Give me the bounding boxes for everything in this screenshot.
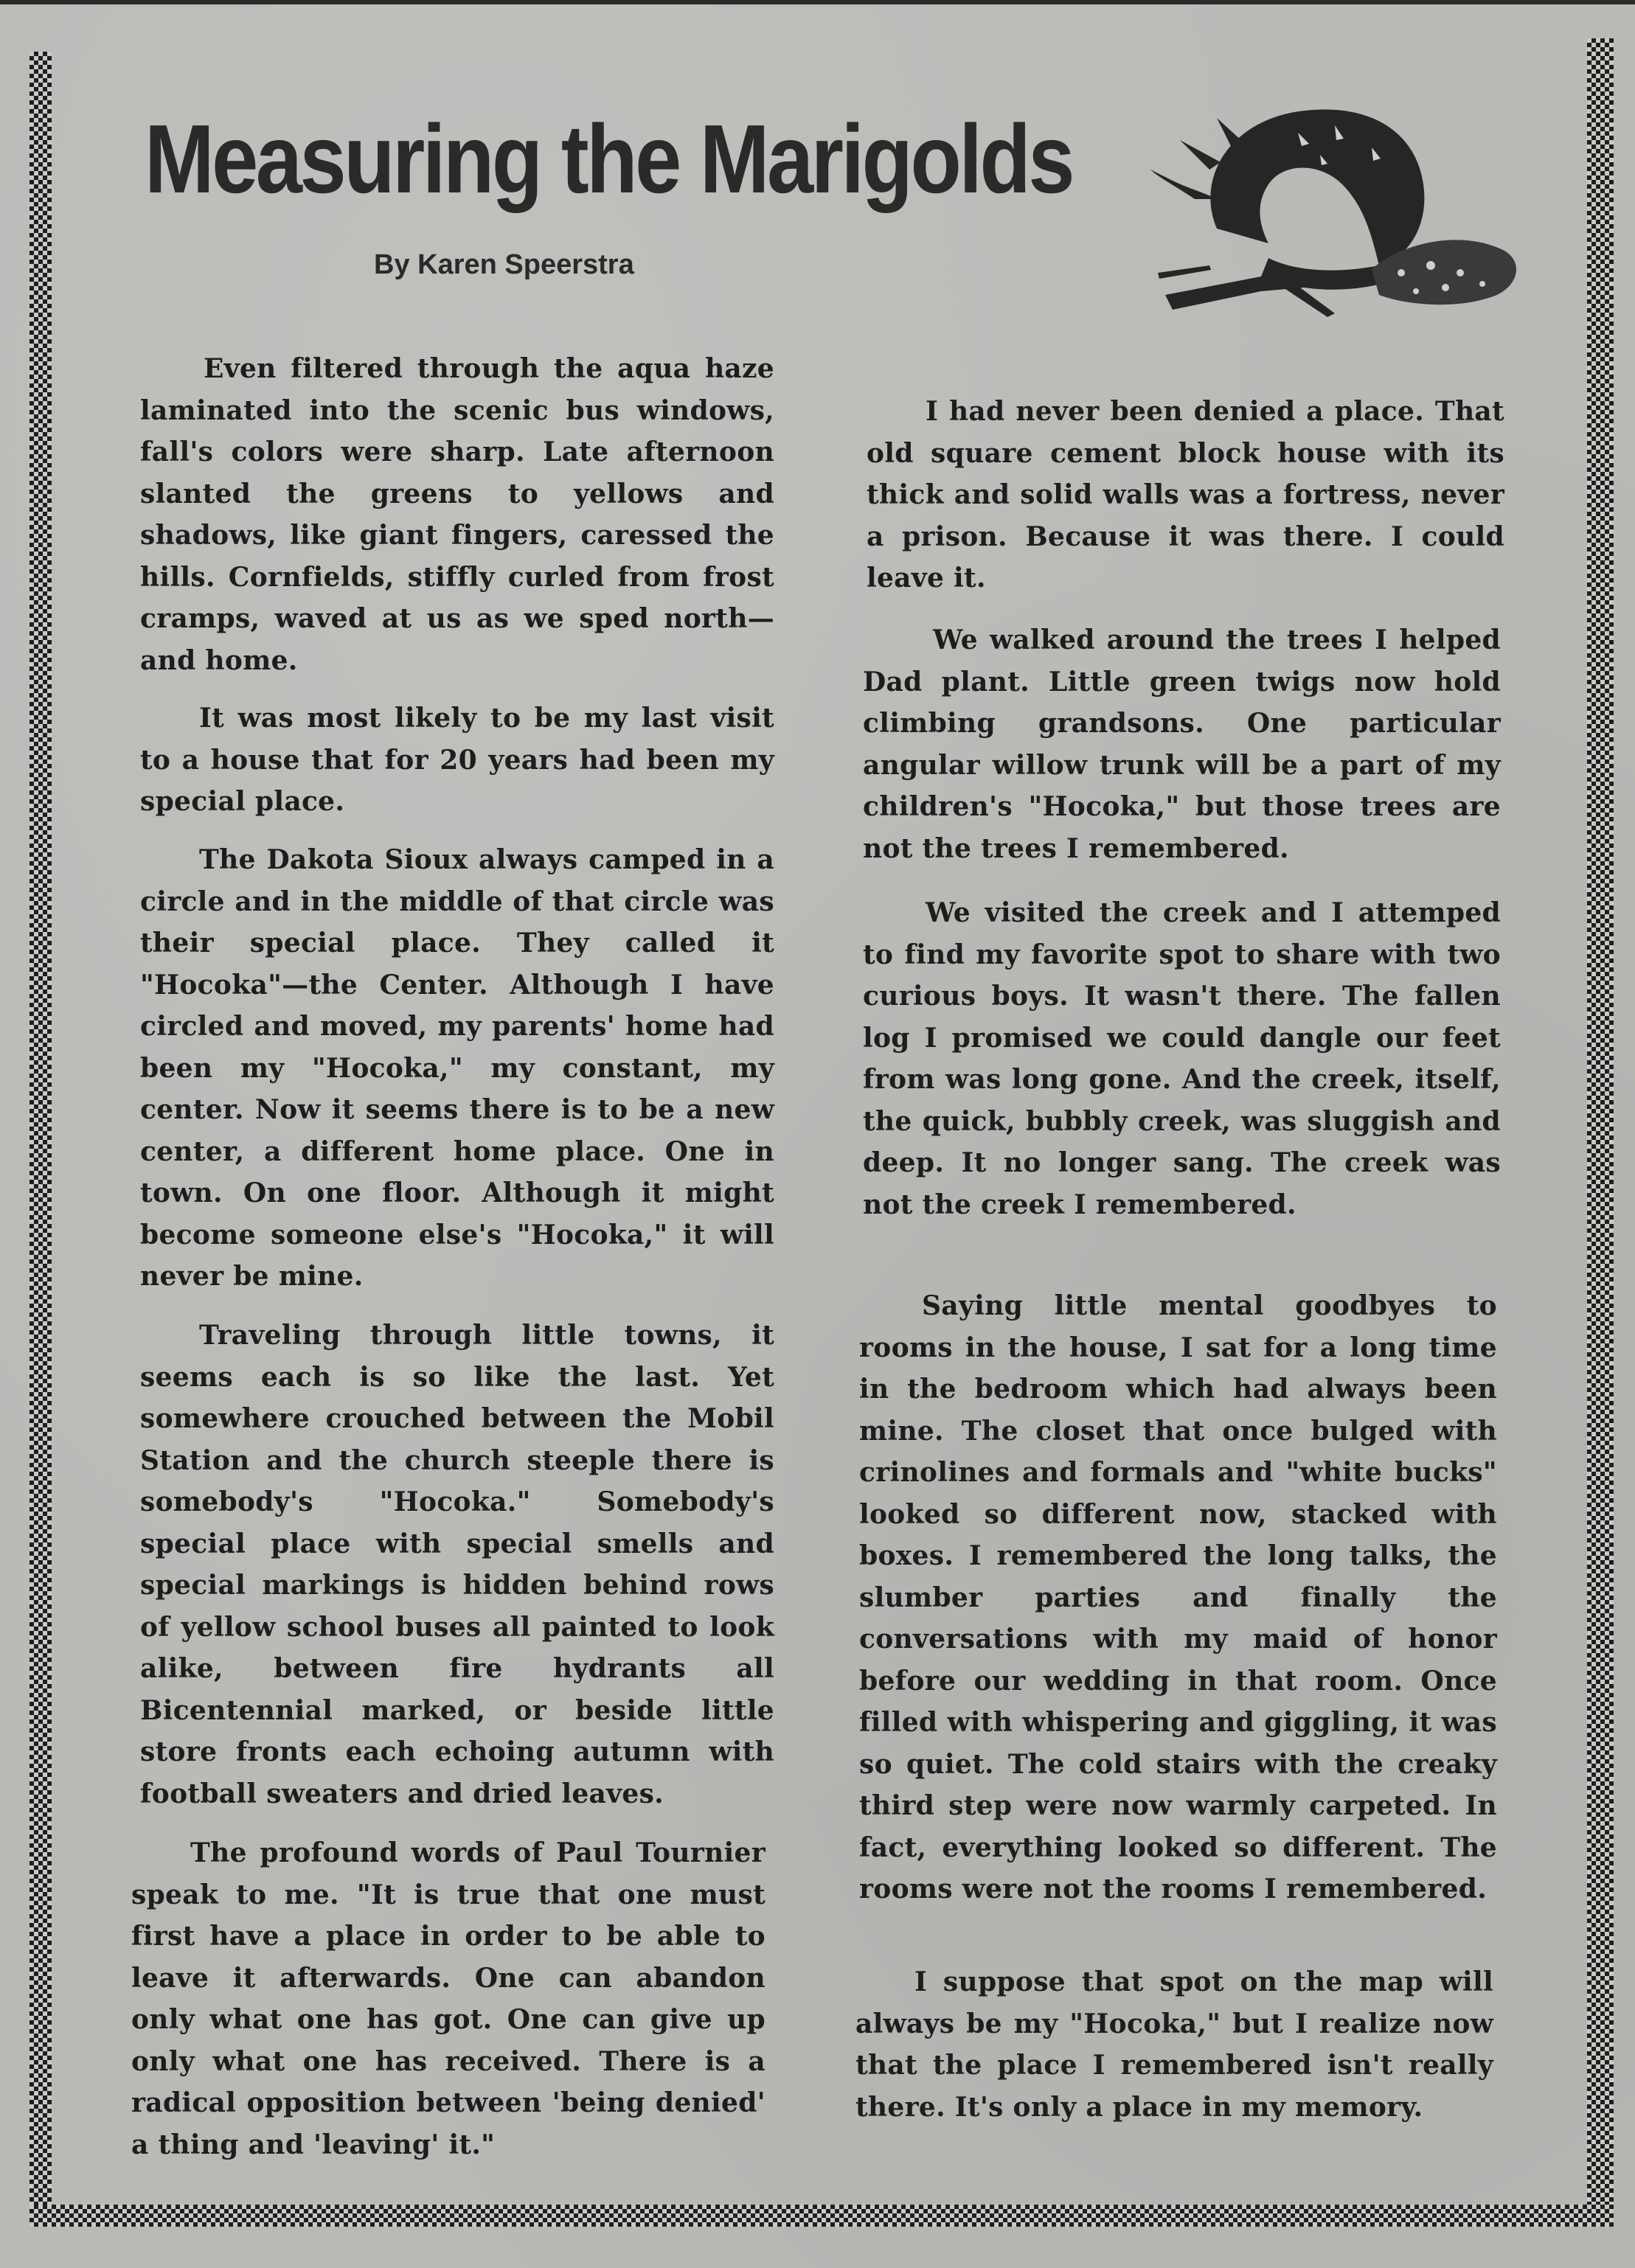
checkered-border-right xyxy=(1587,38,1614,2227)
article-byline: By Karen Speerstra xyxy=(374,249,634,280)
paragraph: Even filtered through the aqua haze laminated into the scenic bus windows, fall's colors were sharp. Late afternoon slanted the greens to yellows and shadows, like giant fingers, caressed the hills. Cornfields, stiffly curled from frost cramps, waved at us as we sped north—and home. xyxy=(140,353,774,676)
paragraph: We walked around the trees I helped Dad plant. Little green twigs now hold climbing grandsons. One particular angular willow trunk will be a part of my children's "Hocoka," but those trees are not the trees I remembered. xyxy=(863,625,1501,864)
sleeping-cat-on-branch-icon xyxy=(1150,88,1527,332)
paragraph: I suppose that spot on the map will always be my "Hocoka," but I realize now that the place I remembered isn't really there. It's only a place in my memory. xyxy=(855,1966,1493,2123)
paragraph: Traveling through little towns, it seems each is so like the last. Yet somewhere crouched between the Mobil Station and the church steeple there is somebody's "Hocoka." Somebody's special place with special smells and special markings is hidden behind rows of yellow school buses all painted to look alike, between fire hydrants all Bicentennial marked, or beside little store fronts each echoing autumn with football sweaters and dried leaves. xyxy=(140,1320,774,1809)
paragraph: We visited the creek and I attemped to find my favorite spot to share with two curious boys. It wasn't there. The fallen log I promised we could dangle our feet from was long gone. And the creek, itself, the quick, bubbly creek, was sluggish and deep. It no longer sang. The creek was not the creek I remembered. xyxy=(863,897,1501,1220)
top-rule xyxy=(0,0,1635,4)
paragraph: The profound words of Paul Tournier speak to me. "It is true that one must first have a place in order to be able to leave it afterwards. One can abandon only what one has got. One can give up only what one has received. There is a radical opposition between 'being denied' a thing and 'leaving' it." xyxy=(131,1837,766,2160)
paragraph: It was most likely to be my last visit to a house that for 20 years had been my special place. xyxy=(140,703,774,817)
article-title: Measuring the Marigolds xyxy=(145,105,1073,213)
paragraph: Saying little mental goodbyes to rooms in the house, I sat for a long time in the bedroom which had always been mine. The closet that once bulged with crinolines and formals and "white bucks" looked so different now, stacked with boxes. I remembered the long talks, the slumber parties and finally the conversations with my maid of honor before our wedding in that room. Once filled with whispering and giggling, it was so quiet. The cold stairs with the creaky third step were now warmly carpeted. In fact, everything looked so different. The rooms were not the rooms I remembered. xyxy=(859,1290,1497,1905)
paragraph: The Dakota Sioux always camped in a circle and in the middle of that circle was their special place. They called it "Hocoka"—the Center. Although I have circled and moved, my parents' home had been my "Hocoka," my constant, my center. Now it seems there is to be a new center, a different home place. One in town. On one floor. Although it might become someone else's "Hocoka," it will never be mine. xyxy=(140,844,774,1292)
paragraph: I had never been denied a place. That old square cement block house with its thick and solid walls was a fortress, never a prison. Because it was there. I could leave it. xyxy=(867,396,1504,594)
checkered-border-left xyxy=(29,52,52,2227)
checkered-border-bottom xyxy=(29,2205,1614,2227)
